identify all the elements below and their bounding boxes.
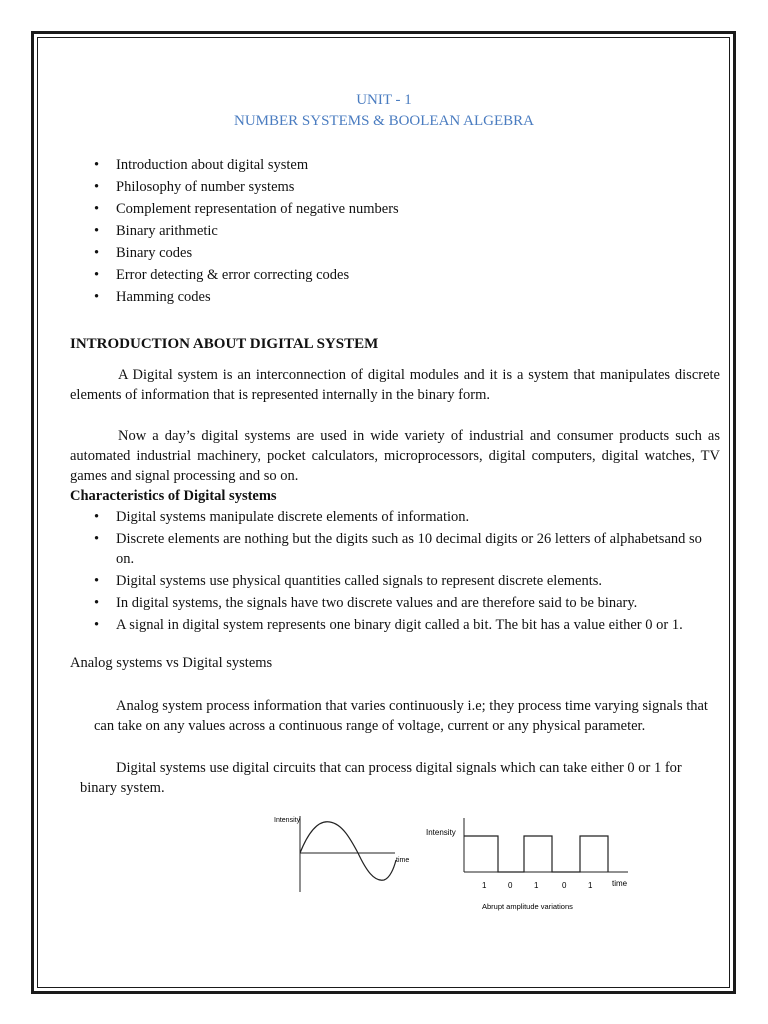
analog-vs-digital-title: Analog systems vs Digital systems — [70, 655, 273, 671]
digital-x-label: time — [612, 879, 628, 888]
topic-item: • Complement representation of negative numbers — [94, 198, 399, 220]
unit-title: UNIT - 1 — [356, 92, 412, 108]
analog-paragraph: Analog system process information that varies continuously i.e; they process time varying signals that can take on any values across a continuous range of voltage, current or any physical parameter. — [94, 698, 708, 734]
intro-paragraph-1: A Digital system is an interconnection of digital modules and it is a system that manipulates discrete elements of information that is represented internally in the binary form. — [70, 367, 720, 403]
bit-label: 1 — [482, 881, 487, 890]
signal-figure — [270, 808, 630, 918]
topic-list — [94, 154, 399, 308]
characteristic-item: • Digital systems manipulate discrete elements of information. — [94, 507, 720, 527]
analog-y-label: Intensity — [274, 817, 301, 824]
topic-item: • Introduction about digital system — [94, 154, 399, 176]
bit-label: 1 — [534, 881, 539, 890]
topic-item: • Binary codes — [94, 242, 399, 264]
topic-item: • Error detecting & error correcting codes — [94, 264, 399, 286]
analog-wave — [300, 822, 396, 881]
analog-x-label: time — [396, 857, 410, 864]
intro-paragraph-2: Now a day’s digital systems are used in wide variety of industrial and consumer products such as automated industrial machinery, pocket calculators, microprocessors, digital computers, digital watches, TV games and signal processing and so on. — [70, 428, 720, 484]
figure-caption: Abrupt amplitude variations — [482, 902, 573, 911]
section-heading-intro: INTRODUCTION ABOUT DIGITAL SYSTEM — [70, 336, 379, 352]
topic-item: • Binary arithmetic — [94, 220, 399, 242]
characteristics-heading: Characteristics of Digital systems — [70, 488, 277, 504]
characteristic-item: • Discrete elements are nothing but the digits such as 10 decimal digits or 26 letters of alphabetsand so on. — [94, 529, 720, 569]
digital-y-label: Intensity — [426, 828, 456, 837]
unit-subtitle: NUMBER SYSTEMS & BOOLEAN ALGEBRA — [233, 113, 535, 129]
signal-figure-svg — [270, 808, 630, 918]
topic-item: • Hamming codes — [94, 286, 399, 308]
characteristic-item: • Digital systems use physical quantities called signals to represent discrete elements. — [94, 571, 720, 591]
bit-label: 0 — [562, 881, 567, 890]
digital-signal-diagram — [426, 818, 628, 911]
bit-label: 1 — [588, 881, 593, 890]
analog-signal-diagram — [274, 816, 409, 892]
characteristic-item: • A signal in digital system represents one binary digit called a bit. The bit has a value either 0 or 1. — [94, 615, 720, 635]
characteristic-item: • In digital systems, the signals have two discrete values and are therefore said to be binary. — [94, 593, 720, 613]
digital-paragraph: Digital systems use digital circuits that can process digital signals which can take either 0 or 1 for binary system. — [80, 760, 682, 796]
bit-label: 0 — [508, 881, 513, 890]
topic-item: • Philosophy of number systems — [94, 176, 399, 198]
characteristics-list — [94, 507, 720, 637]
digital-wave — [464, 836, 608, 872]
